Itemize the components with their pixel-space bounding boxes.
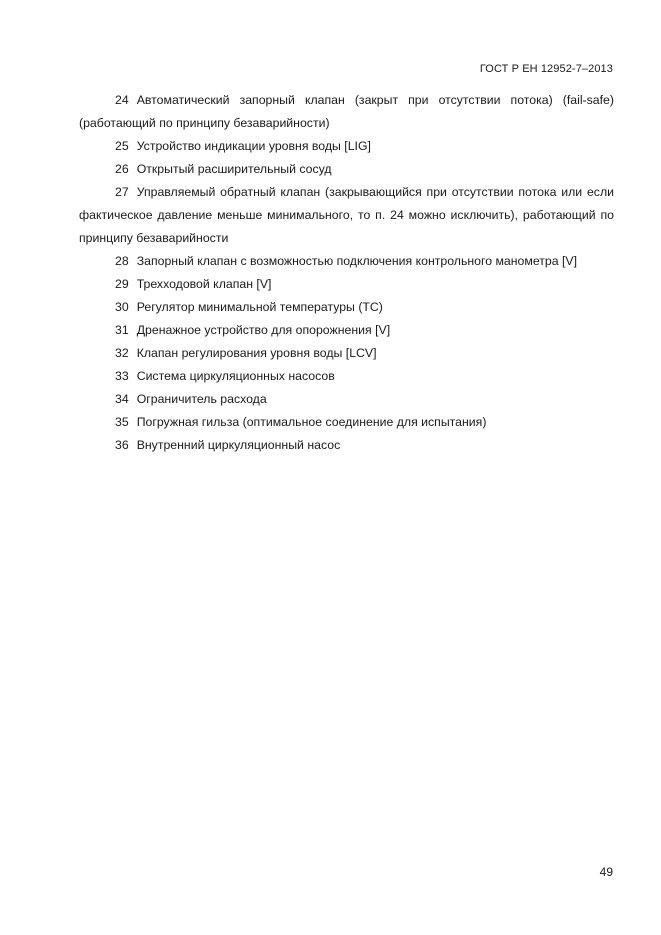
item-number: 35 bbox=[115, 415, 129, 429]
item-number: 27 bbox=[115, 185, 129, 199]
item-number: 34 bbox=[115, 392, 129, 406]
item-number: 30 bbox=[115, 300, 129, 314]
item-text: Автоматический запорный клапан (закрыт при отсутствии потока) (fail-safe) (работающий по принципу безаварийности) bbox=[79, 93, 614, 130]
item-text: Ограничитель расхода bbox=[136, 392, 267, 406]
item-text: Погружная гильза (оптимальное соединение для испытания) bbox=[136, 415, 487, 429]
item-number: 33 bbox=[115, 369, 129, 383]
list-item bbox=[79, 365, 614, 388]
list-item bbox=[79, 135, 614, 158]
item-number: 24 bbox=[115, 93, 129, 107]
item-text: Внутренний циркуляционный насос bbox=[136, 438, 341, 452]
list-item bbox=[79, 181, 614, 250]
item-text: Открытый расширительный сосуд bbox=[136, 162, 332, 176]
item-text: Запорный клапан с возможностью подключения контрольного манометра [V] bbox=[136, 254, 578, 268]
item-text: Устройство индикации уровня воды [LIG] bbox=[136, 139, 371, 153]
legend-list bbox=[79, 89, 614, 457]
list-item bbox=[79, 434, 614, 457]
item-text: Дренажное устройство для опорожнения [V] bbox=[136, 323, 391, 337]
list-item bbox=[79, 250, 614, 273]
standard-code-header: ГОСТ Р ЕН 12952-7–2013 bbox=[479, 63, 613, 75]
item-text: Управляемый обратный клапан (закрывающийся при отсутствии потока или если фактическое давление меньше минимального, то п. 24 можно исключить), работающий по принципу безаварийности bbox=[79, 185, 614, 245]
item-text: Трехходовой клапан [V] bbox=[136, 277, 272, 291]
item-text: Клапан регулирования уровня воды [LCV] bbox=[136, 346, 377, 360]
item-number: 36 bbox=[115, 438, 129, 452]
item-number: 29 bbox=[115, 277, 129, 291]
item-number: 32 bbox=[115, 346, 129, 360]
item-number: 26 bbox=[115, 162, 129, 176]
list-item bbox=[79, 411, 614, 434]
list-item bbox=[79, 319, 614, 342]
list-item bbox=[79, 89, 614, 135]
list-item bbox=[79, 296, 614, 319]
list-item bbox=[79, 388, 614, 411]
page-number: 49 bbox=[599, 865, 613, 879]
item-text: Регулятор минимальной температуры (TC) bbox=[136, 300, 383, 314]
item-number: 28 bbox=[115, 254, 129, 268]
list-item bbox=[79, 342, 614, 365]
item-number: 25 bbox=[115, 139, 129, 153]
item-text: Система циркуляционных насосов bbox=[136, 369, 335, 383]
item-number: 31 bbox=[115, 323, 129, 337]
list-item bbox=[79, 158, 614, 181]
list-item bbox=[79, 273, 614, 296]
